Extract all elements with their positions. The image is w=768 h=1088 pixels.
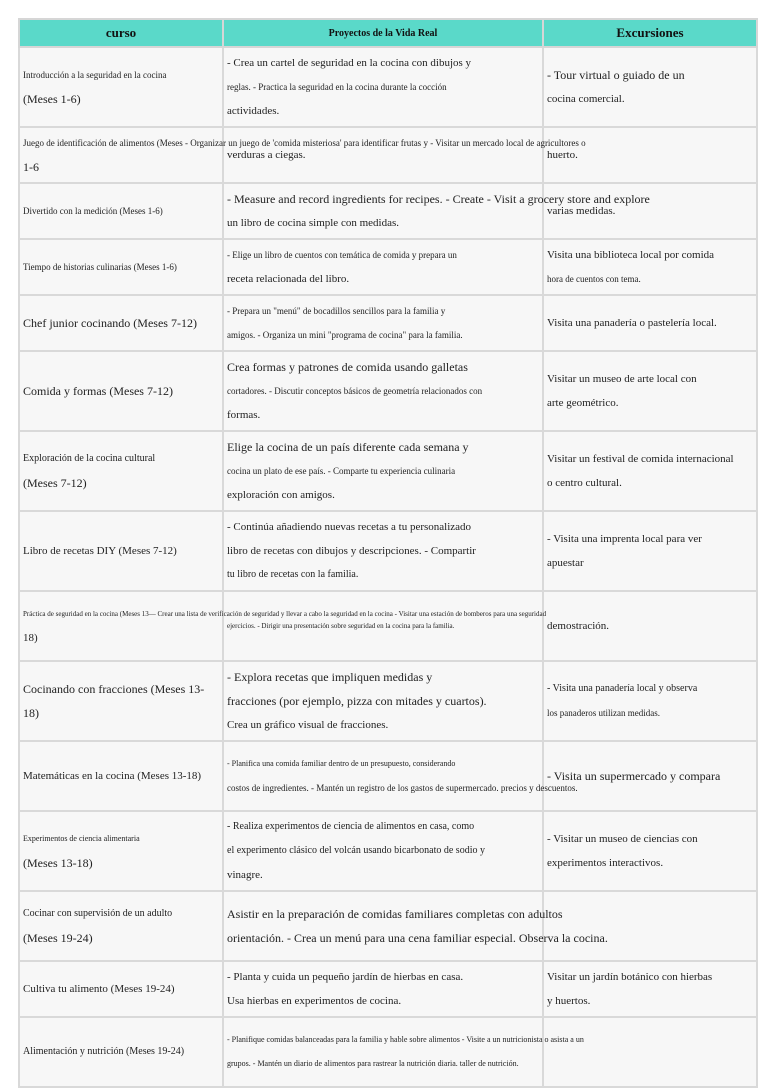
course-line: Introducción a la seguridad en la cocina [23, 70, 167, 80]
trips-line: varias medidas. [547, 205, 616, 217]
cell-course [19, 47, 223, 127]
cell-course [19, 961, 223, 1017]
cell-projects [223, 811, 543, 891]
cell-course [19, 351, 223, 431]
projects-line: Asistir en la preparación de comidas familiares completas con adultos [227, 907, 563, 921]
course-line: Tiempo de historias culinarias (Meses 1-6) [23, 262, 177, 272]
projects-line: - Explora recetas que impliquen medidas y [227, 670, 433, 684]
cell-course [19, 183, 223, 239]
table-row [19, 511, 757, 591]
projects-line: costos de ingredientes. - Mantén un registro de los gastos de supermercado. precios y descuentos. [227, 783, 578, 793]
cell-projects [223, 661, 543, 741]
cell-trips [543, 591, 757, 661]
table-row [19, 811, 757, 891]
cell-trips [543, 47, 757, 127]
course-line: Comida y formas (Meses 7-12) [23, 384, 173, 398]
table-row [19, 591, 757, 661]
course-line: Cocinar con supervisión de un adulto [23, 908, 173, 919]
cell-trips [543, 239, 757, 295]
table-row [19, 1017, 757, 1087]
course-line: (Meses 19-24) [23, 931, 93, 945]
trips-line: arte geométrico. [547, 397, 619, 409]
projects-line: receta relacionada del libro. [227, 273, 350, 285]
course-line: Juego de identificación de alimentos (Meses - Organizar un juego de 'comida misteriosa' para identificar frutas y - Visitar un mercado local de agricultores o [23, 138, 586, 148]
projects-line: - Continúa añadiendo nuevas recetas a tu personalizado [227, 521, 472, 533]
cell-trips [543, 351, 757, 431]
cell-trips [543, 661, 757, 741]
cell-course [19, 239, 223, 295]
table-row [19, 961, 757, 1017]
table-row [19, 183, 757, 239]
cell-course [19, 295, 223, 351]
course-line: (Meses 13-18) [23, 856, 93, 870]
projects-line: un libro de cocina simple con medidas. [227, 217, 399, 229]
course-line: Chef junior cocinando (Meses 7-12) [23, 316, 197, 330]
cell-projects [223, 511, 543, 591]
projects-line: - Crea un cartel de seguridad en la cocina con dibujos y [227, 57, 472, 69]
projects-line: Elige la cocina de un país diferente cada semana y [227, 440, 469, 454]
projects-line: actividades. [227, 105, 280, 117]
projects-line: tu libro de recetas con la familia. [227, 569, 359, 580]
trips-line: Visitar un museo de arte local con [547, 373, 697, 385]
trips-line: los panaderos utilizan medidas. [547, 708, 660, 718]
course-line: Matemáticas en la cocina (Meses 13-18) [23, 770, 202, 782]
cell-projects [223, 431, 543, 511]
projects-line: el experimento clásico del volcán usando bicarbonato de sodio y [227, 845, 485, 856]
projects-line: Crea formas y patrones de comida usando galletas [227, 360, 468, 374]
cell-trips [543, 511, 757, 591]
table-row [19, 891, 757, 961]
cell-projects [223, 295, 543, 351]
cell-trips [543, 891, 757, 961]
cell-projects [223, 239, 543, 295]
trips-line: o centro cultural. [547, 477, 622, 489]
trips-line: Visita una biblioteca local por comida [547, 249, 715, 261]
projects-line: amigos. - Organiza un mini "programa de cocina" para la familia. [227, 330, 463, 340]
trips-line: - Visita una panadería local y observa [547, 683, 698, 694]
trips-line: cocina comercial. [547, 93, 625, 105]
cell-course [19, 811, 223, 891]
projects-line: cortadores. - Discutir conceptos básicos de geometría relacionados con [227, 386, 483, 396]
projects-line: - Prepara un "menú" de bocadillos sencillos para la familia y [227, 306, 446, 316]
projects-line: - Elige un libro de cuentos con temática de comida y prepara un [227, 250, 457, 260]
projects-line: - Planifique comidas balanceadas para la familia y hable sobre alimentos - Visite a un nutricionista o asista a un [227, 1035, 584, 1044]
projects-line: - Planifica una comida familiar dentro de un presupuesto, considerando [227, 759, 456, 768]
table-row [19, 295, 757, 351]
cell-course [19, 741, 223, 811]
trips-line: demostración. [547, 620, 610, 632]
projects-line: orientación. - Crea un menú para una cena familiar especial. Observa la cocina. [227, 931, 608, 945]
projects-line: fracciones (por ejemplo, pizza con mitades y cuartos). [227, 694, 487, 708]
course-line: Experimentos de ciencia alimentaria [23, 834, 140, 843]
header-projects: Proyectos de la Vida Real [223, 19, 543, 47]
course-line: (Meses 1-6) [23, 92, 81, 106]
projects-line: ejercicios. - Dirigir una presentación sobre seguridad en la cocina para la familia. [227, 622, 455, 630]
trips-line: hora de cuentos con tema. [547, 274, 641, 284]
projects-line: vinagre. [227, 869, 263, 881]
header-course: curso [19, 19, 223, 47]
table-row [19, 661, 757, 741]
table-row [19, 127, 757, 183]
projects-line: reglas. - Practica la seguridad en la cocina durante la cocción [227, 82, 447, 92]
table-row [19, 239, 757, 295]
projects-line: Usa hierbas en experimentos de cocina. [227, 995, 402, 1007]
projects-line: cocina un plato de ese país. - Comparte tu experiencia culinaria [227, 466, 456, 476]
projects-line: grupos. - Mantén un diario de alimentos para rastrear la nutrición diaria. taller de nutrición. [227, 1059, 519, 1068]
table-row [19, 741, 757, 811]
trips-line: y huertos. [547, 995, 591, 1007]
trips-line: Visitar un festival de comida internacional [547, 453, 734, 465]
course-line: Libro de recetas DIY (Meses 7-12) [23, 545, 177, 557]
projects-line: - Realiza experimentos de ciencia de alimentos en casa, como [227, 821, 475, 832]
cell-trips [543, 431, 757, 511]
course-line: 1-6 [23, 160, 39, 174]
curriculum-table [18, 18, 758, 1088]
cell-projects [223, 1017, 584, 1087]
cell-projects [223, 127, 543, 183]
table-row [19, 351, 757, 431]
trips-line: huerto. [547, 149, 578, 161]
course-line: 18) [23, 706, 39, 720]
trips-line: - Visita un supermercado y compara [547, 769, 721, 783]
trips-line: apuestar [547, 557, 584, 569]
cell-projects [223, 961, 543, 1017]
trips-line: Visita una panadería o pastelería local. [547, 317, 717, 329]
header-trips: Excursiones [543, 19, 757, 47]
cell-course [19, 431, 223, 511]
cell-trips [543, 961, 757, 1017]
cell-trips [543, 295, 757, 351]
projects-line: exploración con amigos. [227, 489, 335, 501]
trips-line: - Visitar un museo de ciencias con [547, 833, 698, 845]
cell-projects [223, 591, 543, 661]
projects-line: Crea un gráfico visual de fracciones. [227, 719, 389, 731]
table-row [19, 47, 757, 127]
cell-projects [223, 351, 543, 431]
header-row [19, 19, 757, 47]
trips-line: experimentos interactivos. [547, 857, 664, 869]
cell-trips [543, 741, 757, 811]
cell-course [19, 511, 223, 591]
projects-line: verduras a ciegas. [227, 149, 306, 161]
cell-trips [543, 811, 757, 891]
table-row [19, 431, 757, 511]
projects-line: libro de recetas con dibujos y descripciones. - Compartir [227, 545, 476, 557]
cell-course [19, 661, 223, 741]
course-line: 18) [23, 632, 38, 644]
course-line: Alimentación y nutrición (Meses 19-24) [23, 1046, 185, 1057]
cell-projects [223, 891, 608, 961]
trips-line: Visitar un jardín botánico con hierbas [547, 971, 713, 983]
cell-trips [543, 1017, 757, 1087]
course-line: Práctica de seguridad en la cocina (Meses 13— Crear una lista de verificación de seguridad y llevar a cabo la seguridad en la cocina - Visitar una estación de bomberos para una seguridad [23, 610, 547, 618]
trips-line: - Visita una imprenta local para ver [547, 533, 702, 545]
trips-line: - Tour virtual o guiado de un [547, 68, 685, 82]
course-line: Divertido con la medición (Meses 1-6) [23, 206, 163, 216]
course-line: Exploración de la cocina cultural [23, 453, 156, 464]
cell-projects [223, 741, 578, 811]
cell-projects [223, 47, 543, 127]
cell-course [19, 1017, 223, 1087]
cell-trips [543, 127, 757, 183]
cell-course [19, 891, 223, 961]
projects-line: - Planta y cuida un pequeño jardín de hierbas en casa. [227, 971, 464, 983]
course-line: Cocinando con fracciones (Meses 13- [23, 682, 205, 696]
projects-line: formas. [227, 409, 261, 421]
course-line: Cultiva tu alimento (Meses 19-24) [23, 983, 175, 995]
projects-line: - Measure and record ingredients for recipes. - Create - Visit a grocery store and explore [227, 192, 650, 206]
course-line: (Meses 7-12) [23, 476, 87, 490]
